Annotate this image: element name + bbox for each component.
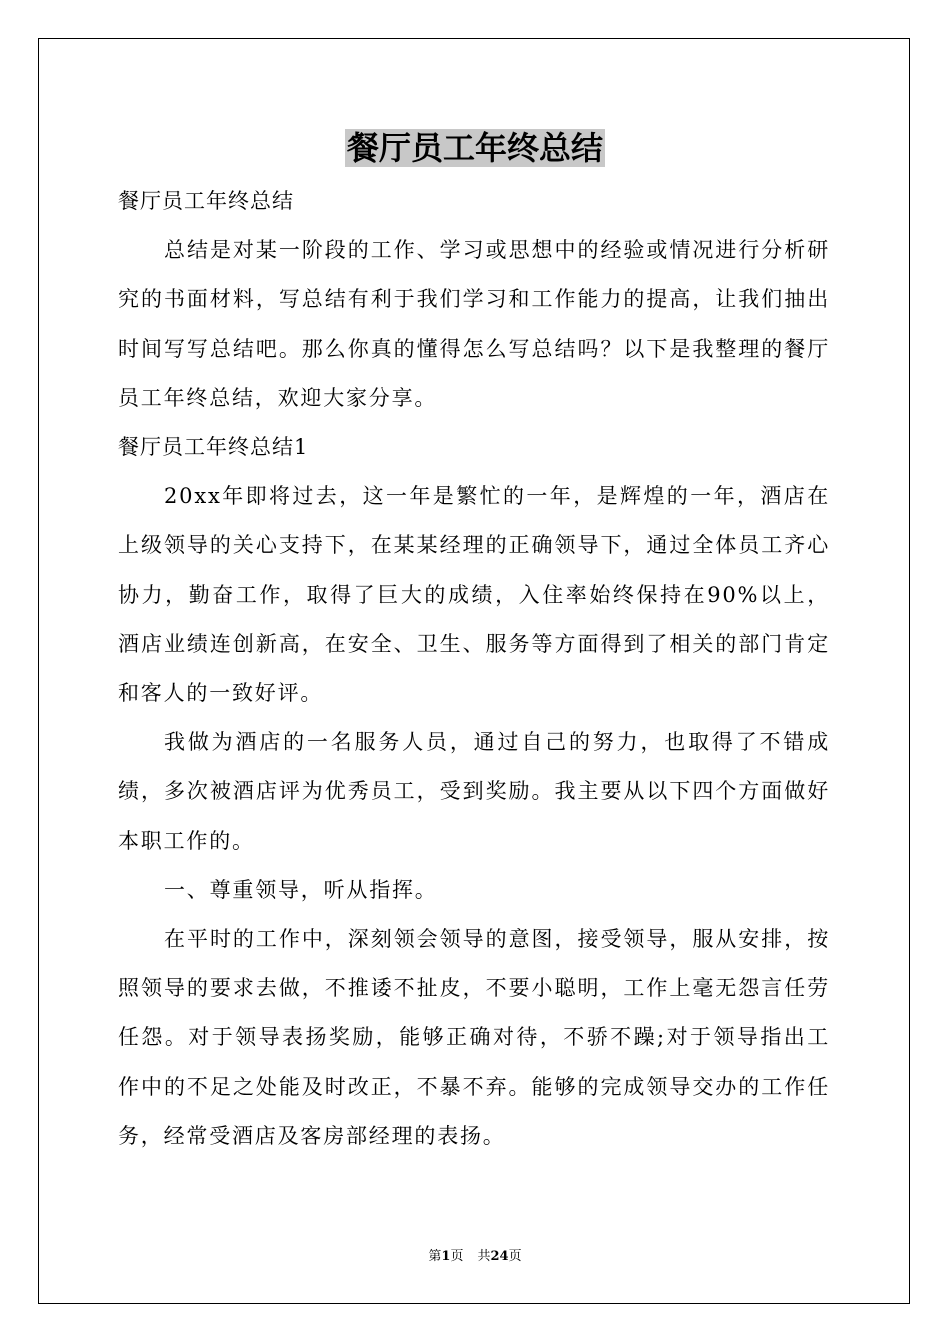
page-suffix: 页 (450, 1249, 464, 1264)
page-prefix: 第 (428, 1249, 442, 1264)
intro-paragraph: 总结是对某一阶段的工作、学习或思想中的经验或情况进行分析研究的书面材料，写总结有利于我们学习和工作能力的提高，让我们抽出时间写写总结吧。那么你真的懂得怎么写总结吗？以下是我整理的餐厅员工年终总结，欢迎大家分享。 (118, 238, 830, 410)
body-paragraph: 在平时的工作中，深刻领会领导的意图，接受领导，服从安排，按照领导的要求去做，不推诿不扯皮，不要小聪明，工作上毫无怨言任劳任怨。对于领导表扬奖励，能够正确对待，不骄不躁;对于领导指出工作中的不足之处能及时改正，不暴不弃。能够的完成领导交办的工作任务，经常受酒店及客房部经理的表扬。 (118, 927, 830, 1148)
subtitle-heading: 餐厅员工年终总结 (118, 189, 294, 213)
page-number: 1 (441, 1249, 451, 1264)
document-body (118, 177, 830, 1161)
point-heading-1: 一、尊重领导，听从指挥。 (164, 877, 438, 902)
total-pages: 24 (490, 1249, 509, 1264)
total-prefix: 共 (477, 1249, 491, 1264)
body-paragraph: 我做为酒店的一名服务人员，通过自己的努力，也取得了不错成绩，多次被酒店评为优秀员工，受到奖励。我主要从以下四个方面做好本职工作的。 (118, 730, 830, 853)
document-title-text: 餐厅员工年终总结 (346, 129, 603, 167)
body-paragraph: 20xx年即将过去，这一年是繁忙的一年，是辉煌的一年，酒店在上级领导的关心支持下，在某某经理的正确领导下，通过全体员工齐心协力，勤奋工作，取得了巨大的成绩，入住率始终保持在90%以上，酒店业绩连创新高，在安全、卫生、服务等方面得到了相关的部门肯定和客人的一致好评。 (118, 484, 830, 706)
page-footer (0, 1247, 950, 1267)
section-heading-1: 餐厅员工年终总结1 (118, 435, 309, 460)
total-suffix: 页 (508, 1249, 522, 1264)
document-title (0, 124, 950, 172)
